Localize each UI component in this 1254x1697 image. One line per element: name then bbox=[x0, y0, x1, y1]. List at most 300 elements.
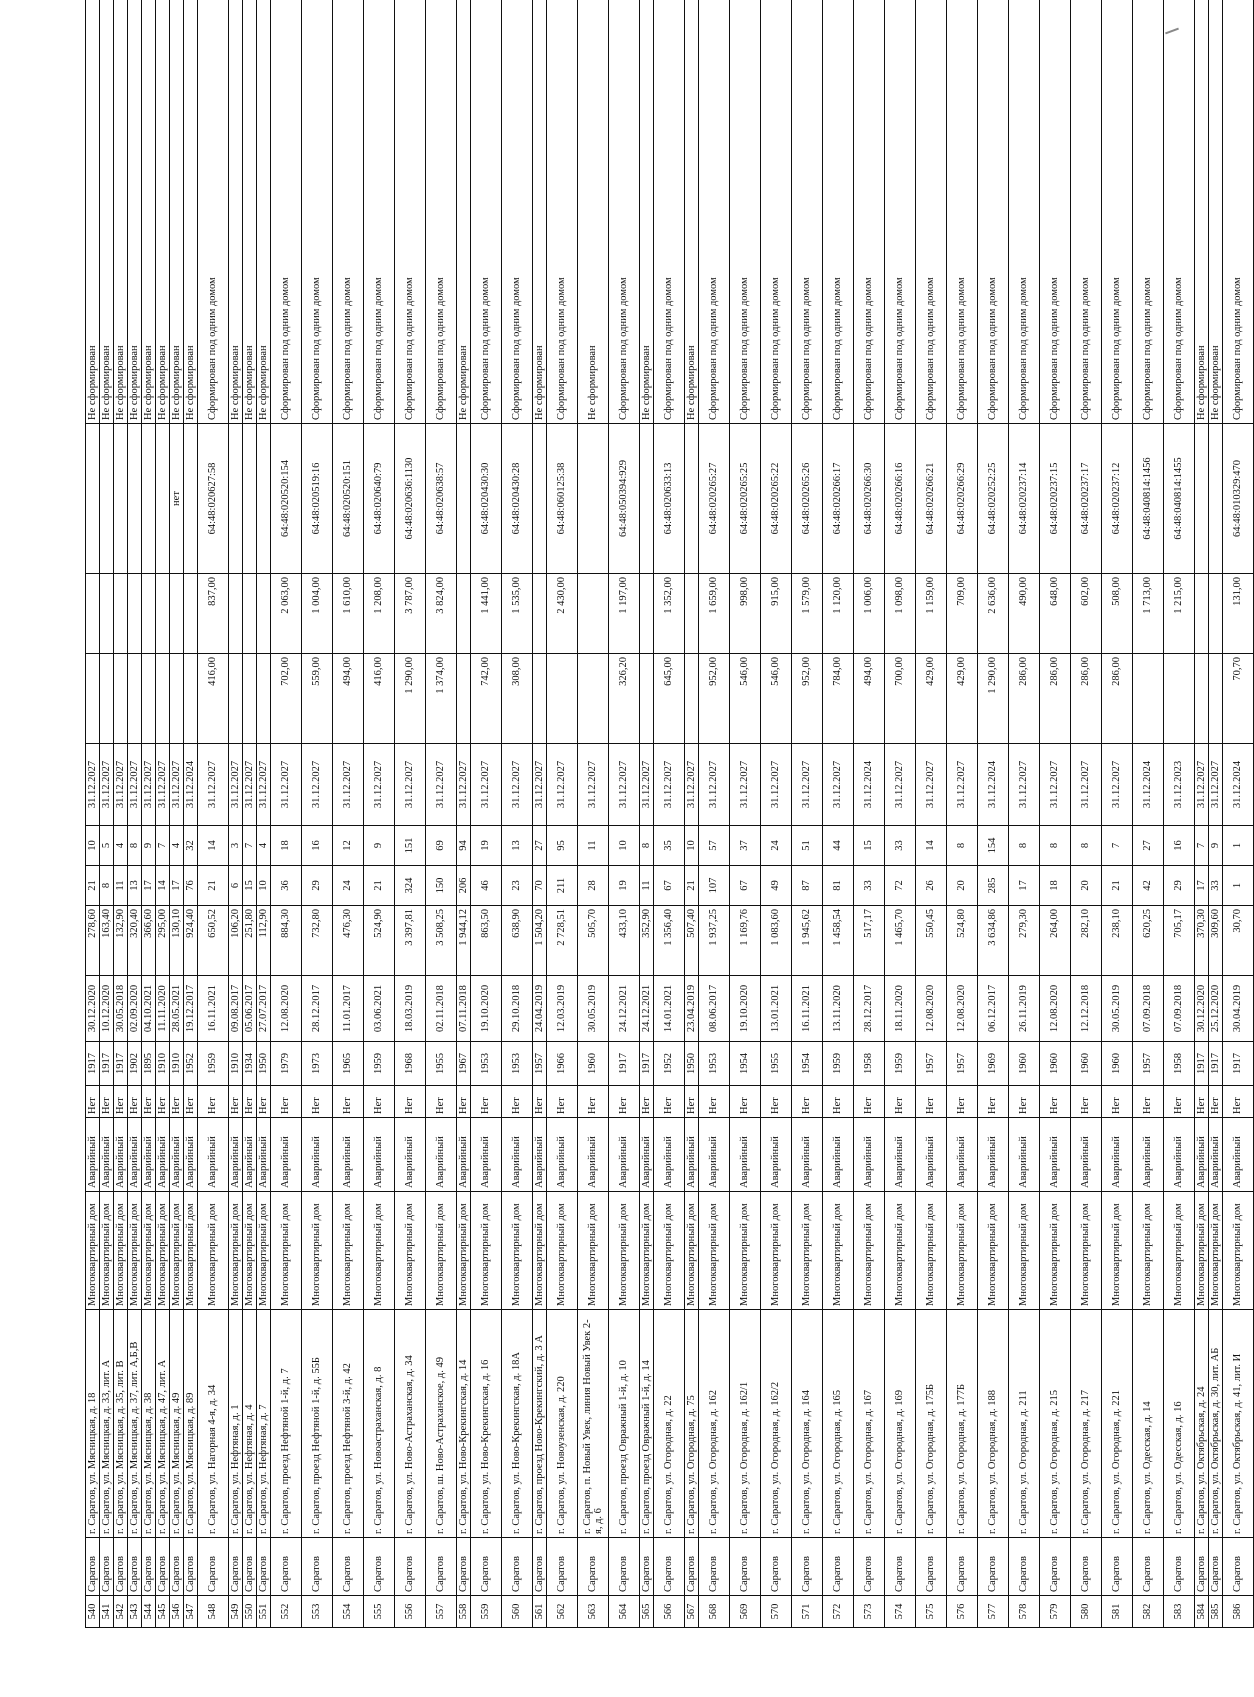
land-area-cell bbox=[128, 654, 142, 744]
residents-cell: 20 bbox=[1071, 866, 1102, 906]
flag-cell: Нет bbox=[547, 1086, 578, 1118]
building-type-cell: Многоквартирный дом bbox=[364, 1192, 395, 1310]
status-cell: Аварийный bbox=[271, 1118, 302, 1192]
table-row bbox=[1040, 0, 1071, 1628]
year-cell: 1960 bbox=[1071, 1042, 1102, 1086]
row-number: 579 bbox=[1040, 1596, 1071, 1628]
plot-area-cell: 1 120,00 bbox=[823, 574, 854, 654]
deadline-cell: 31.12.2027 bbox=[885, 744, 916, 826]
building-type-cell: Многоквартирный дом bbox=[916, 1192, 947, 1310]
cadastre-cell: 64:48:020237:14 bbox=[1009, 424, 1040, 574]
row-number: 563 bbox=[578, 1596, 609, 1628]
plot-area-cell: 648,00 bbox=[1040, 574, 1071, 654]
table-row bbox=[395, 0, 426, 1628]
plot-area-cell bbox=[1195, 574, 1209, 654]
table-row bbox=[229, 0, 243, 1628]
land-area-cell: 546,00 bbox=[730, 654, 761, 744]
land-area-cell: 416,00 bbox=[198, 654, 229, 744]
apartments-cell: 7 bbox=[156, 826, 170, 866]
building-type-cell: Многоквартирный дом bbox=[823, 1192, 854, 1310]
address-cell: г. Саратов, проезд Нефтяной 3-й, д. 42 bbox=[333, 1310, 364, 1538]
row-number: 578 bbox=[1009, 1596, 1040, 1628]
status-cell: Аварийный bbox=[128, 1118, 142, 1192]
residents-cell: 1 bbox=[1223, 866, 1254, 906]
plot-area-cell bbox=[229, 574, 243, 654]
area-cell: 638,90 bbox=[502, 906, 533, 976]
address-cell: г. Саратов, ул. Огородная, д. 175Б bbox=[916, 1310, 947, 1538]
row-number: 560 bbox=[502, 1596, 533, 1628]
status-cell: Аварийный bbox=[86, 1118, 100, 1192]
year-cell: 1959 bbox=[823, 1042, 854, 1086]
table-row bbox=[128, 0, 142, 1628]
area-cell: 3 634,86 bbox=[978, 906, 1009, 976]
address-cell: г. Саратов, ул. Новоастраханская, д. 8 bbox=[364, 1310, 395, 1538]
deadline-cell: 31.12.2027 bbox=[142, 744, 156, 826]
date-cell: 18.03.2019 bbox=[395, 976, 426, 1042]
plot-area-cell: 1 659,00 bbox=[699, 574, 730, 654]
year-cell: 1950 bbox=[685, 1042, 699, 1086]
status-cell: Аварийный bbox=[792, 1118, 823, 1192]
area-cell: 264,00 bbox=[1040, 906, 1071, 976]
date-cell: 24.04.2019 bbox=[533, 976, 547, 1042]
deadline-cell: 31.12.2027 bbox=[792, 744, 823, 826]
area-cell: 1 169,76 bbox=[730, 906, 761, 976]
land-area-cell: 1 290,00 bbox=[395, 654, 426, 744]
date-cell: 12.03.2019 bbox=[547, 976, 578, 1042]
rotated-table-page bbox=[85, 68, 1244, 1628]
cadastre-cell: 64:48:060125:38 bbox=[547, 424, 578, 574]
residents-cell: 76 bbox=[184, 866, 198, 906]
building-type-cell: Многоквартирный дом bbox=[198, 1192, 229, 1310]
status-cell: Аварийный bbox=[1195, 1118, 1209, 1192]
apartments-cell: 95 bbox=[547, 826, 578, 866]
city-cell: Саратов bbox=[1133, 1538, 1164, 1596]
status-cell: Аварийный bbox=[333, 1118, 364, 1192]
residents-cell: 67 bbox=[654, 866, 685, 906]
table-row bbox=[916, 0, 947, 1628]
table-row bbox=[471, 0, 502, 1628]
row-number: 566 bbox=[654, 1596, 685, 1628]
cadastre-cell bbox=[229, 424, 243, 574]
deadline-cell: 31.12.2027 bbox=[654, 744, 685, 826]
area-cell: 295,00 bbox=[156, 906, 170, 976]
formation-status-cell: Не сформирован bbox=[184, 0, 198, 424]
building-type-cell: Многоквартирный дом bbox=[86, 1192, 100, 1310]
table-row bbox=[100, 0, 114, 1628]
table-row bbox=[333, 0, 364, 1628]
table-row bbox=[243, 0, 257, 1628]
residents-cell: 26 bbox=[916, 866, 947, 906]
area-cell: 884,30 bbox=[271, 906, 302, 976]
formation-status-cell: Не сформирован bbox=[128, 0, 142, 424]
address-cell: г. Саратов, ш. Ново-Астраханское, д. 49 bbox=[426, 1310, 457, 1538]
building-type-cell: Многоквартирный дом bbox=[271, 1192, 302, 1310]
plot-area-cell: 1 713,00 bbox=[1133, 574, 1164, 654]
flag-cell: Нет bbox=[1195, 1086, 1209, 1118]
area-cell: 3 508,25 bbox=[426, 906, 457, 976]
date-cell: 30.04.2019 bbox=[1223, 976, 1254, 1042]
date-cell: 12.08.2020 bbox=[947, 976, 978, 1042]
cadastre-cell: 64:48:020430:28 bbox=[502, 424, 533, 574]
city-cell: Саратов bbox=[640, 1538, 654, 1596]
residents-cell: 13 bbox=[128, 866, 142, 906]
city-cell: Саратов bbox=[609, 1538, 640, 1596]
flag-cell: Нет bbox=[156, 1086, 170, 1118]
address-cell: г. Саратов, ул. Ново-Крекингская, д. 18А bbox=[502, 1310, 533, 1538]
residents-cell: 15 bbox=[243, 866, 257, 906]
land-area-cell: 1 374,00 bbox=[426, 654, 457, 744]
apartments-cell: 12 bbox=[333, 826, 364, 866]
city-cell: Саратов bbox=[333, 1538, 364, 1596]
apartments-cell: 8 bbox=[947, 826, 978, 866]
date-cell: 02.11.2018 bbox=[426, 976, 457, 1042]
year-cell: 1955 bbox=[426, 1042, 457, 1086]
date-cell: 07.11.2018 bbox=[457, 976, 471, 1042]
area-cell: 1 458,54 bbox=[823, 906, 854, 976]
building-type-cell: Многоквартирный дом bbox=[100, 1192, 114, 1310]
deadline-cell: 31.12.2027 bbox=[198, 744, 229, 826]
date-cell: 16.11.2021 bbox=[792, 976, 823, 1042]
apartments-cell: 13 bbox=[502, 826, 533, 866]
year-cell: 1953 bbox=[502, 1042, 533, 1086]
area-cell: 132,90 bbox=[114, 906, 128, 976]
plot-area-cell: 2 430,00 bbox=[547, 574, 578, 654]
address-cell: г. Саратов, ул. Огородная, д. 188 bbox=[978, 1310, 1009, 1538]
area-cell: 30,70 bbox=[1223, 906, 1254, 976]
formation-status-cell: Сформирован под одним домом bbox=[1009, 0, 1040, 424]
residents-cell: 21 bbox=[86, 866, 100, 906]
address-cell: г. Саратов, ул. Ново-Крекингская, д. 14 bbox=[457, 1310, 471, 1538]
area-cell: 309,60 bbox=[1209, 906, 1223, 976]
date-cell: 30.05.2019 bbox=[1102, 976, 1133, 1042]
apartments-cell: 69 bbox=[426, 826, 457, 866]
status-cell: Аварийный bbox=[1040, 1118, 1071, 1192]
city-cell: Саратов bbox=[823, 1538, 854, 1596]
flag-cell: Нет bbox=[609, 1086, 640, 1118]
row-number: 556 bbox=[395, 1596, 426, 1628]
plot-area-cell bbox=[142, 574, 156, 654]
formation-status-cell: Сформирован под одним домом bbox=[198, 0, 229, 424]
area-cell: 2 728,51 bbox=[547, 906, 578, 976]
building-type-cell: Многоквартирный дом bbox=[457, 1192, 471, 1310]
residents-cell: 285 bbox=[978, 866, 1009, 906]
cadastre-cell bbox=[1195, 424, 1209, 574]
table-row bbox=[1133, 0, 1164, 1628]
city-cell: Саратов bbox=[257, 1538, 271, 1596]
formation-status-cell: Сформирован под одним домом bbox=[364, 0, 395, 424]
year-cell: 1958 bbox=[1164, 1042, 1195, 1086]
cadastre-cell bbox=[640, 424, 654, 574]
formation-status-cell: Не сформирован bbox=[533, 0, 547, 424]
flag-cell: Нет bbox=[578, 1086, 609, 1118]
year-cell: 1910 bbox=[156, 1042, 170, 1086]
year-cell: 1960 bbox=[1102, 1042, 1133, 1086]
city-cell: Саратов bbox=[916, 1538, 947, 1596]
residents-cell: 81 bbox=[823, 866, 854, 906]
address-cell: г. Саратов, ул. Нефтяная, д. 1 bbox=[229, 1310, 243, 1538]
plot-area-cell bbox=[128, 574, 142, 654]
building-type-cell: Многоквартирный дом bbox=[1164, 1192, 1195, 1310]
flag-cell: Нет bbox=[1071, 1086, 1102, 1118]
row-number: 577 bbox=[978, 1596, 1009, 1628]
year-cell: 1968 bbox=[395, 1042, 426, 1086]
status-cell: Аварийный bbox=[609, 1118, 640, 1192]
status-cell: Аварийный bbox=[1223, 1118, 1254, 1192]
formation-status-cell: Сформирован под одним домом bbox=[395, 0, 426, 424]
address-cell: г. Саратов, ул. Одесская, д. 16 bbox=[1164, 1310, 1195, 1538]
address-cell: г. Саратов, ул. Мясницкая, д. 38 bbox=[142, 1310, 156, 1538]
year-cell: 1957 bbox=[1133, 1042, 1164, 1086]
formation-status-cell: Не сформирован bbox=[229, 0, 243, 424]
formation-status-cell: Сформирован под одним домом bbox=[823, 0, 854, 424]
deadline-cell: 31.12.2027 bbox=[426, 744, 457, 826]
date-cell: 13.11.2020 bbox=[823, 976, 854, 1042]
year-cell: 1917 bbox=[1223, 1042, 1254, 1086]
apartments-cell: 11 bbox=[578, 826, 609, 866]
status-cell: Аварийный bbox=[1133, 1118, 1164, 1192]
apartments-cell: 14 bbox=[916, 826, 947, 866]
deadline-cell: 31.12.2027 bbox=[1009, 744, 1040, 826]
land-area-cell: 286,00 bbox=[1040, 654, 1071, 744]
building-type-cell: Многоквартирный дом bbox=[257, 1192, 271, 1310]
area-cell: 505,70 bbox=[578, 906, 609, 976]
row-number: 585 bbox=[1209, 1596, 1223, 1628]
residents-cell: 6 bbox=[229, 866, 243, 906]
building-type-cell: Многоквартирный дом bbox=[854, 1192, 885, 1310]
flag-cell: Нет bbox=[243, 1086, 257, 1118]
area-cell: 130,10 bbox=[170, 906, 184, 976]
cadastre-cell: 64:48:020266:21 bbox=[916, 424, 947, 574]
formation-status-cell: Не сформирован bbox=[100, 0, 114, 424]
deadline-cell: 31.12.2027 bbox=[364, 744, 395, 826]
area-cell: 366,60 bbox=[142, 906, 156, 976]
city-cell: Саратов bbox=[243, 1538, 257, 1596]
building-type-cell: Многоквартирный дом bbox=[547, 1192, 578, 1310]
cadastre-cell: 64:48:020266:29 bbox=[947, 424, 978, 574]
table-row bbox=[198, 0, 229, 1628]
row-number: 559 bbox=[471, 1596, 502, 1628]
cadastre-cell: 64:48:020265:27 bbox=[699, 424, 730, 574]
city-cell: Саратов bbox=[1209, 1538, 1223, 1596]
address-cell: г. Саратов, ул. Октябрьская, д. 41, лит. И bbox=[1223, 1310, 1254, 1538]
table-row bbox=[978, 0, 1009, 1628]
area-cell: 507,40 bbox=[685, 906, 699, 976]
residents-cell: 19 bbox=[609, 866, 640, 906]
building-type-cell: Многоквартирный дом bbox=[578, 1192, 609, 1310]
building-type-cell: Многоквартирный дом bbox=[978, 1192, 1009, 1310]
date-cell: 12.08.2020 bbox=[916, 976, 947, 1042]
city-cell: Саратов bbox=[364, 1538, 395, 1596]
city-cell: Саратов bbox=[1164, 1538, 1195, 1596]
building-type-cell: Многоквартирный дом bbox=[699, 1192, 730, 1310]
apartments-cell: 4 bbox=[114, 826, 128, 866]
residents-cell: 21 bbox=[198, 866, 229, 906]
apartments-cell: 37 bbox=[730, 826, 761, 866]
address-cell: г. Саратов, ул. Огородная, д. 162/2 bbox=[761, 1310, 792, 1538]
land-area-cell bbox=[533, 654, 547, 744]
residents-cell: 87 bbox=[792, 866, 823, 906]
address-cell: г. Саратов, ул. Ново-Крекингская, д. 16 bbox=[471, 1310, 502, 1538]
apartments-cell: 8 bbox=[1040, 826, 1071, 866]
year-cell: 1959 bbox=[885, 1042, 916, 1086]
city-cell: Саратов bbox=[156, 1538, 170, 1596]
row-number: 574 bbox=[885, 1596, 916, 1628]
land-area-cell bbox=[457, 654, 471, 744]
city-cell: Саратов bbox=[100, 1538, 114, 1596]
building-type-cell: Многоквартирный дом bbox=[302, 1192, 333, 1310]
area-cell: 732,80 bbox=[302, 906, 333, 976]
area-cell: 282,10 bbox=[1071, 906, 1102, 976]
status-cell: Аварийный bbox=[916, 1118, 947, 1192]
building-type-cell: Многоквартирный дом bbox=[1040, 1192, 1071, 1310]
building-type-cell: Многоквартирный дом bbox=[170, 1192, 184, 1310]
table-row bbox=[1209, 0, 1223, 1628]
address-cell: г. Саратов, ул. Октябрьская, д. 30, лит. АБ bbox=[1209, 1310, 1223, 1538]
year-cell: 1950 bbox=[257, 1042, 271, 1086]
city-cell: Саратов bbox=[426, 1538, 457, 1596]
row-number: 582 bbox=[1133, 1596, 1164, 1628]
table-row bbox=[502, 0, 533, 1628]
date-cell: 09.08.2017 bbox=[229, 976, 243, 1042]
building-type-cell: Многоквартирный дом bbox=[395, 1192, 426, 1310]
residents-cell: 21 bbox=[685, 866, 699, 906]
residents-cell: 46 bbox=[471, 866, 502, 906]
address-cell: г. Саратов, ул. Огородная, д. 177Б bbox=[947, 1310, 978, 1538]
deadline-cell: 31.12.2027 bbox=[271, 744, 302, 826]
deadline-cell: 31.12.2027 bbox=[229, 744, 243, 826]
table-row bbox=[547, 0, 578, 1628]
city-cell: Саратов bbox=[761, 1538, 792, 1596]
status-cell: Аварийный bbox=[142, 1118, 156, 1192]
plot-area-cell bbox=[457, 574, 471, 654]
address-cell: г. Саратов, ул. Огородная, д. 22 bbox=[654, 1310, 685, 1538]
formation-status-cell: Не сформирован bbox=[1195, 0, 1209, 424]
land-area-cell bbox=[685, 654, 699, 744]
deadline-cell: 31.12.2027 bbox=[395, 744, 426, 826]
formation-status-cell: Не сформирован bbox=[1209, 0, 1223, 424]
residents-cell: 18 bbox=[1040, 866, 1071, 906]
city-cell: Саратов bbox=[302, 1538, 333, 1596]
status-cell: Аварийный bbox=[364, 1118, 395, 1192]
table-row bbox=[457, 0, 471, 1628]
year-cell: 1953 bbox=[471, 1042, 502, 1086]
building-type-cell: Многоквартирный дом bbox=[1071, 1192, 1102, 1310]
formation-status-cell: Сформирован под одним домом bbox=[471, 0, 502, 424]
apartments-cell: 14 bbox=[198, 826, 229, 866]
flag-cell: Нет bbox=[823, 1086, 854, 1118]
cadastre-cell bbox=[457, 424, 471, 574]
plot-area-cell bbox=[640, 574, 654, 654]
cadastre-cell: 64:48:020636:1130 bbox=[395, 424, 426, 574]
year-cell: 1967 bbox=[457, 1042, 471, 1086]
deadline-cell: 31.12.2027 bbox=[302, 744, 333, 826]
area-cell: 705,17 bbox=[1164, 906, 1195, 976]
status-cell: Аварийный bbox=[471, 1118, 502, 1192]
land-area-cell: 742,00 bbox=[471, 654, 502, 744]
flag-cell: Нет bbox=[333, 1086, 364, 1118]
deadline-cell: 31.12.2024 bbox=[978, 744, 1009, 826]
apartments-cell: 33 bbox=[885, 826, 916, 866]
address-cell: г. Саратов, ул. Огородная, д. 211 bbox=[1009, 1310, 1040, 1538]
date-cell: 11.01.2017 bbox=[333, 976, 364, 1042]
apartments-cell: 9 bbox=[1209, 826, 1223, 866]
cadastre-cell: 64:48:020633:13 bbox=[654, 424, 685, 574]
city-cell: Саратов bbox=[730, 1538, 761, 1596]
formation-status-cell: Не сформирован bbox=[142, 0, 156, 424]
residents-cell: 67 bbox=[730, 866, 761, 906]
city-cell: Саратов bbox=[947, 1538, 978, 1596]
date-cell: 23.04.2019 bbox=[685, 976, 699, 1042]
deadline-cell: 31.12.2027 bbox=[699, 744, 730, 826]
plot-area-cell: 1 197,00 bbox=[609, 574, 640, 654]
formation-status-cell: Не сформирован bbox=[243, 0, 257, 424]
date-cell: 19.10.2020 bbox=[730, 976, 761, 1042]
formation-status-cell: Не сформирован bbox=[640, 0, 654, 424]
cadastre-cell: 64:48:020266:17 bbox=[823, 424, 854, 574]
date-cell: 29.10.2018 bbox=[502, 976, 533, 1042]
deadline-cell: 31.12.2027 bbox=[257, 744, 271, 826]
year-cell: 1957 bbox=[947, 1042, 978, 1086]
apartments-cell: 4 bbox=[170, 826, 184, 866]
area-cell: 1 356,40 bbox=[654, 906, 685, 976]
building-type-cell: Многоквартирный дом bbox=[156, 1192, 170, 1310]
address-cell: г. Саратов, ул. Ново-Астраханская, д. 34 bbox=[395, 1310, 426, 1538]
address-cell: г. Саратов, ул. Мясницкая, д. 89 bbox=[184, 1310, 198, 1538]
date-cell: 28.12.2017 bbox=[302, 976, 333, 1042]
residents-cell: 14 bbox=[156, 866, 170, 906]
flag-cell: Нет bbox=[1209, 1086, 1223, 1118]
area-cell: 238,10 bbox=[1102, 906, 1133, 976]
row-number: 569 bbox=[730, 1596, 761, 1628]
table-row bbox=[142, 0, 156, 1628]
date-cell: 30.12.2020 bbox=[1195, 976, 1209, 1042]
formation-status-cell: Сформирован под одним домом bbox=[302, 0, 333, 424]
row-number: 562 bbox=[547, 1596, 578, 1628]
flag-cell: Нет bbox=[128, 1086, 142, 1118]
date-cell: 12.08.2020 bbox=[271, 976, 302, 1042]
plot-area-cell bbox=[1209, 574, 1223, 654]
land-area-cell: 70,70 bbox=[1223, 654, 1254, 744]
year-cell: 1960 bbox=[1009, 1042, 1040, 1086]
row-number: 550 bbox=[243, 1596, 257, 1628]
city-cell: Саратов bbox=[128, 1538, 142, 1596]
deadline-cell: 31.12.2024 bbox=[1223, 744, 1254, 826]
cadastre-cell: 64:48:040814:1456 bbox=[1133, 424, 1164, 574]
flag-cell: Нет bbox=[170, 1086, 184, 1118]
plot-area-cell: 915,00 bbox=[761, 574, 792, 654]
table-row bbox=[426, 0, 457, 1628]
flag-cell: Нет bbox=[640, 1086, 654, 1118]
plot-area-cell: 1 352,00 bbox=[654, 574, 685, 654]
area-cell: 924,40 bbox=[184, 906, 198, 976]
deadline-cell: 31.12.2027 bbox=[640, 744, 654, 826]
area-cell: 278,60 bbox=[86, 906, 100, 976]
land-area-cell: 559,00 bbox=[302, 654, 333, 744]
date-cell: 24.12.2021 bbox=[609, 976, 640, 1042]
area-cell: 433,10 bbox=[609, 906, 640, 976]
apartments-cell: 19 bbox=[471, 826, 502, 866]
flag-cell: Нет bbox=[364, 1086, 395, 1118]
formation-status-cell: Не сформирован bbox=[114, 0, 128, 424]
land-area-cell: 494,00 bbox=[333, 654, 364, 744]
status-cell: Аварийный bbox=[426, 1118, 457, 1192]
residents-cell: 29 bbox=[302, 866, 333, 906]
deadline-cell: 31.12.2027 bbox=[457, 744, 471, 826]
status-cell: Аварийный bbox=[761, 1118, 792, 1192]
cadastre-cell bbox=[257, 424, 271, 574]
row-number: 548 bbox=[198, 1596, 229, 1628]
address-cell: г. Саратов, ул. Мясницкая, д. 47, лит. А bbox=[156, 1310, 170, 1538]
